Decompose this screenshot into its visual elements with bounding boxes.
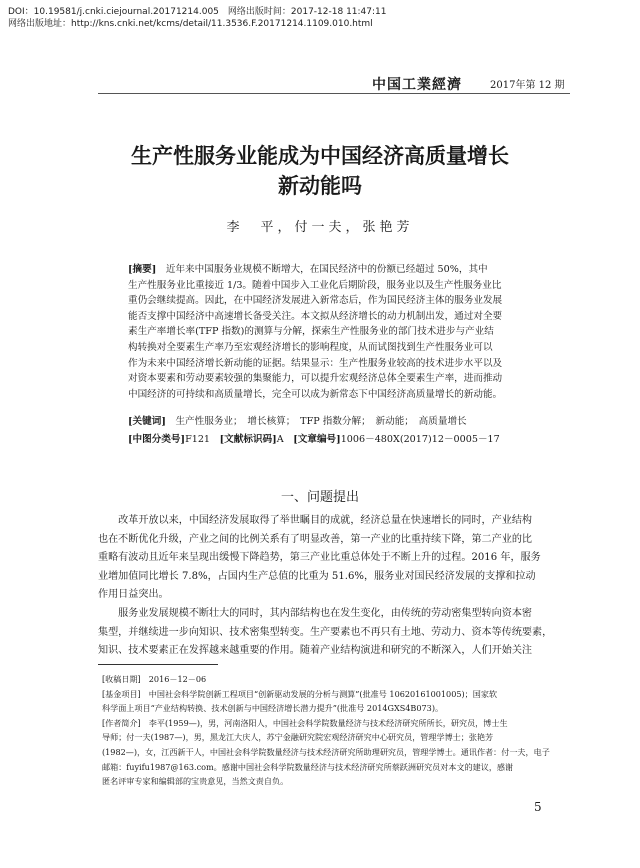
footnote-line: 匿名评审专家和编辑部的宝贵意见，当然文责自负。 xyxy=(102,776,289,787)
body-line: 作用日益突出。 xyxy=(98,589,169,601)
url-line: 网络出版地址：http://kns.cnki.net/kcms/detail/11.3536.F.20171214.1109.010.html xyxy=(8,19,373,29)
keywords xyxy=(128,414,544,430)
footnote-line: 导师；付一夫(1987—)，男，黑龙江大庆人，苏宁金融研究院宏观经济研究中心研究员，管理学博士；张艳芳 xyxy=(102,732,494,743)
abstract-line: 能否支撑中国经济中高速增长备受关注。本文拟从经济增长的动力机制出发，通过对全要 xyxy=(128,310,503,322)
body-line: 重略有波动且近年来呈现出缓慢下降趋势，第三产业比重总体处于不断上升的过程。2016 年，服务 xyxy=(98,552,541,564)
doi-line: DOI：10.19581/j.cnki.ciejournal.20171214.005 网络出版时间：2017-12-18 11:47:11 xyxy=(8,7,387,17)
keywords-label: [关键词] xyxy=(128,416,166,427)
clc-value: F121 xyxy=(185,434,211,445)
body-line: 业增加值同比增长 7.8%，占国内生产总值的比重为 51.6%，服务业对国民经济发展的支撑和拉动 xyxy=(98,570,536,582)
keywords-text: 生产性服务业； 增长核算； TFP 指数分解； 新动能； 高质量增长 xyxy=(175,416,467,427)
footnote-line: 邮箱：fuyifu1987@163.com。感谢中国社会科学院数量经济与技术经济研究所蔡跃洲研究员对本文的建议，感谢 xyxy=(102,761,514,772)
abstract-label: [摘要] xyxy=(128,264,157,275)
body-line: 集型，并继续进一步向知识、技术密集型转变。生产要素也不再只有土地、劳动力、资本等传统要素， xyxy=(98,626,553,638)
abstract-line: 作为未来中国经济增长新动能的证据。结果显示：生产性服务业较高的技术进步水平以及 xyxy=(128,357,503,369)
abstract-line: 对资本要素和劳动要素较强的集聚能力，可以提升宏观经济总体全要素生产率，进而推动 xyxy=(128,373,503,385)
authors: 李 平，付一夫，张艳芳 xyxy=(226,220,414,235)
abstract-line: 素生产率增长率(TFP 指数)的测算与分解，探索生产性服务业的部门技术进步与产业结 xyxy=(128,326,494,338)
section-heading: 一、问题提出 xyxy=(280,490,359,505)
footnote-line: [收稿日期] 2016－12－06 xyxy=(102,674,207,684)
footnote-line: (1982—)，女，江西新干人，中国社会科学院数量经济与技术经济研究所助理研究员，管理学博士。通讯作者：付一夫，电子 xyxy=(102,746,550,757)
classification xyxy=(128,432,544,448)
doc-code-value: A xyxy=(276,434,284,445)
abstract-line: 重仍会继续提高。因此，在中国经济发展进入新常态后，作为国民经济主体的服务业发展 xyxy=(128,295,503,307)
body-text xyxy=(98,512,558,661)
footnotes xyxy=(102,672,560,789)
footnote-line: [作者简介] 李平(1959—)，男，河南洛阳人，中国社会科学院数量经济与技术经济研究所所长，研究员，博士生 xyxy=(102,717,508,728)
page-number: 5 xyxy=(534,800,542,814)
body-line: 也在不断优化升级，产业之间的比例关系有了明显改善，第一产业的比重持续下降，第二产业的比 xyxy=(98,533,533,545)
body-line: 改革开放以来，中国经济发展取得了举世瞩目的成就，经济总量在快速增长的同时，产业结构 xyxy=(98,515,533,526)
paper-title: 生产性服务业能成为中国经济高质量增长 xyxy=(131,143,509,168)
abstract-line: [摘要] 近年来中国服务业规模不断增大，在国民经济中的份额已经超过 50%，其中 xyxy=(128,264,488,275)
doc-code-label: [文献标识码] xyxy=(219,434,277,445)
body-line: 知识、技术要素正在发挥越来越重要的作用。随着产业结构演进和研究的不断深入，人们开始关注 xyxy=(98,645,533,657)
clc-label: [中图分类号] xyxy=(128,434,186,445)
article-number-label: [文章编号] xyxy=(293,434,341,445)
issue-label: 2017年第 12 期 xyxy=(490,80,565,91)
header-rule xyxy=(98,93,570,94)
paper-title-line2: 新动能吗 xyxy=(278,173,362,198)
abstract-line: 中国经济的可持续和高质量增长，完全可以成为新常态下中国经济高质量增长的新动能。 xyxy=(128,388,503,400)
body-line: 服务业发展规模不断壮大的同时，其内部结构也在发生变化，由传统的劳动密集型转向资本密 xyxy=(98,607,533,619)
article-number-value: 1006－480X(2017)12－0005－17 xyxy=(340,434,500,445)
abstract-line: 生产性服务业比重接近 1/3。随着中国步入工业化后期阶段，服务业以及生产性服务业比 xyxy=(128,279,502,291)
footnote-line: 科学面上项目“产业结构转换、技术创新与中国经济增长潜力提升”(批准号 2014GXS4B073)。 xyxy=(102,703,444,714)
abstract-line: 构转换对全要素生产率乃至宏观经济增长的影响程度，从而试图找到生产性服务业可以 xyxy=(128,341,493,353)
footnote-line: [基金项目] 中国社会科学院创新工程项目“创新驱动发展的分析与测算”(批准号 10620161001005)；国家软 xyxy=(102,688,498,699)
abstract xyxy=(128,262,544,402)
footnote-rule xyxy=(98,664,218,665)
journal-name: 中国工業經濟 xyxy=(372,77,462,93)
